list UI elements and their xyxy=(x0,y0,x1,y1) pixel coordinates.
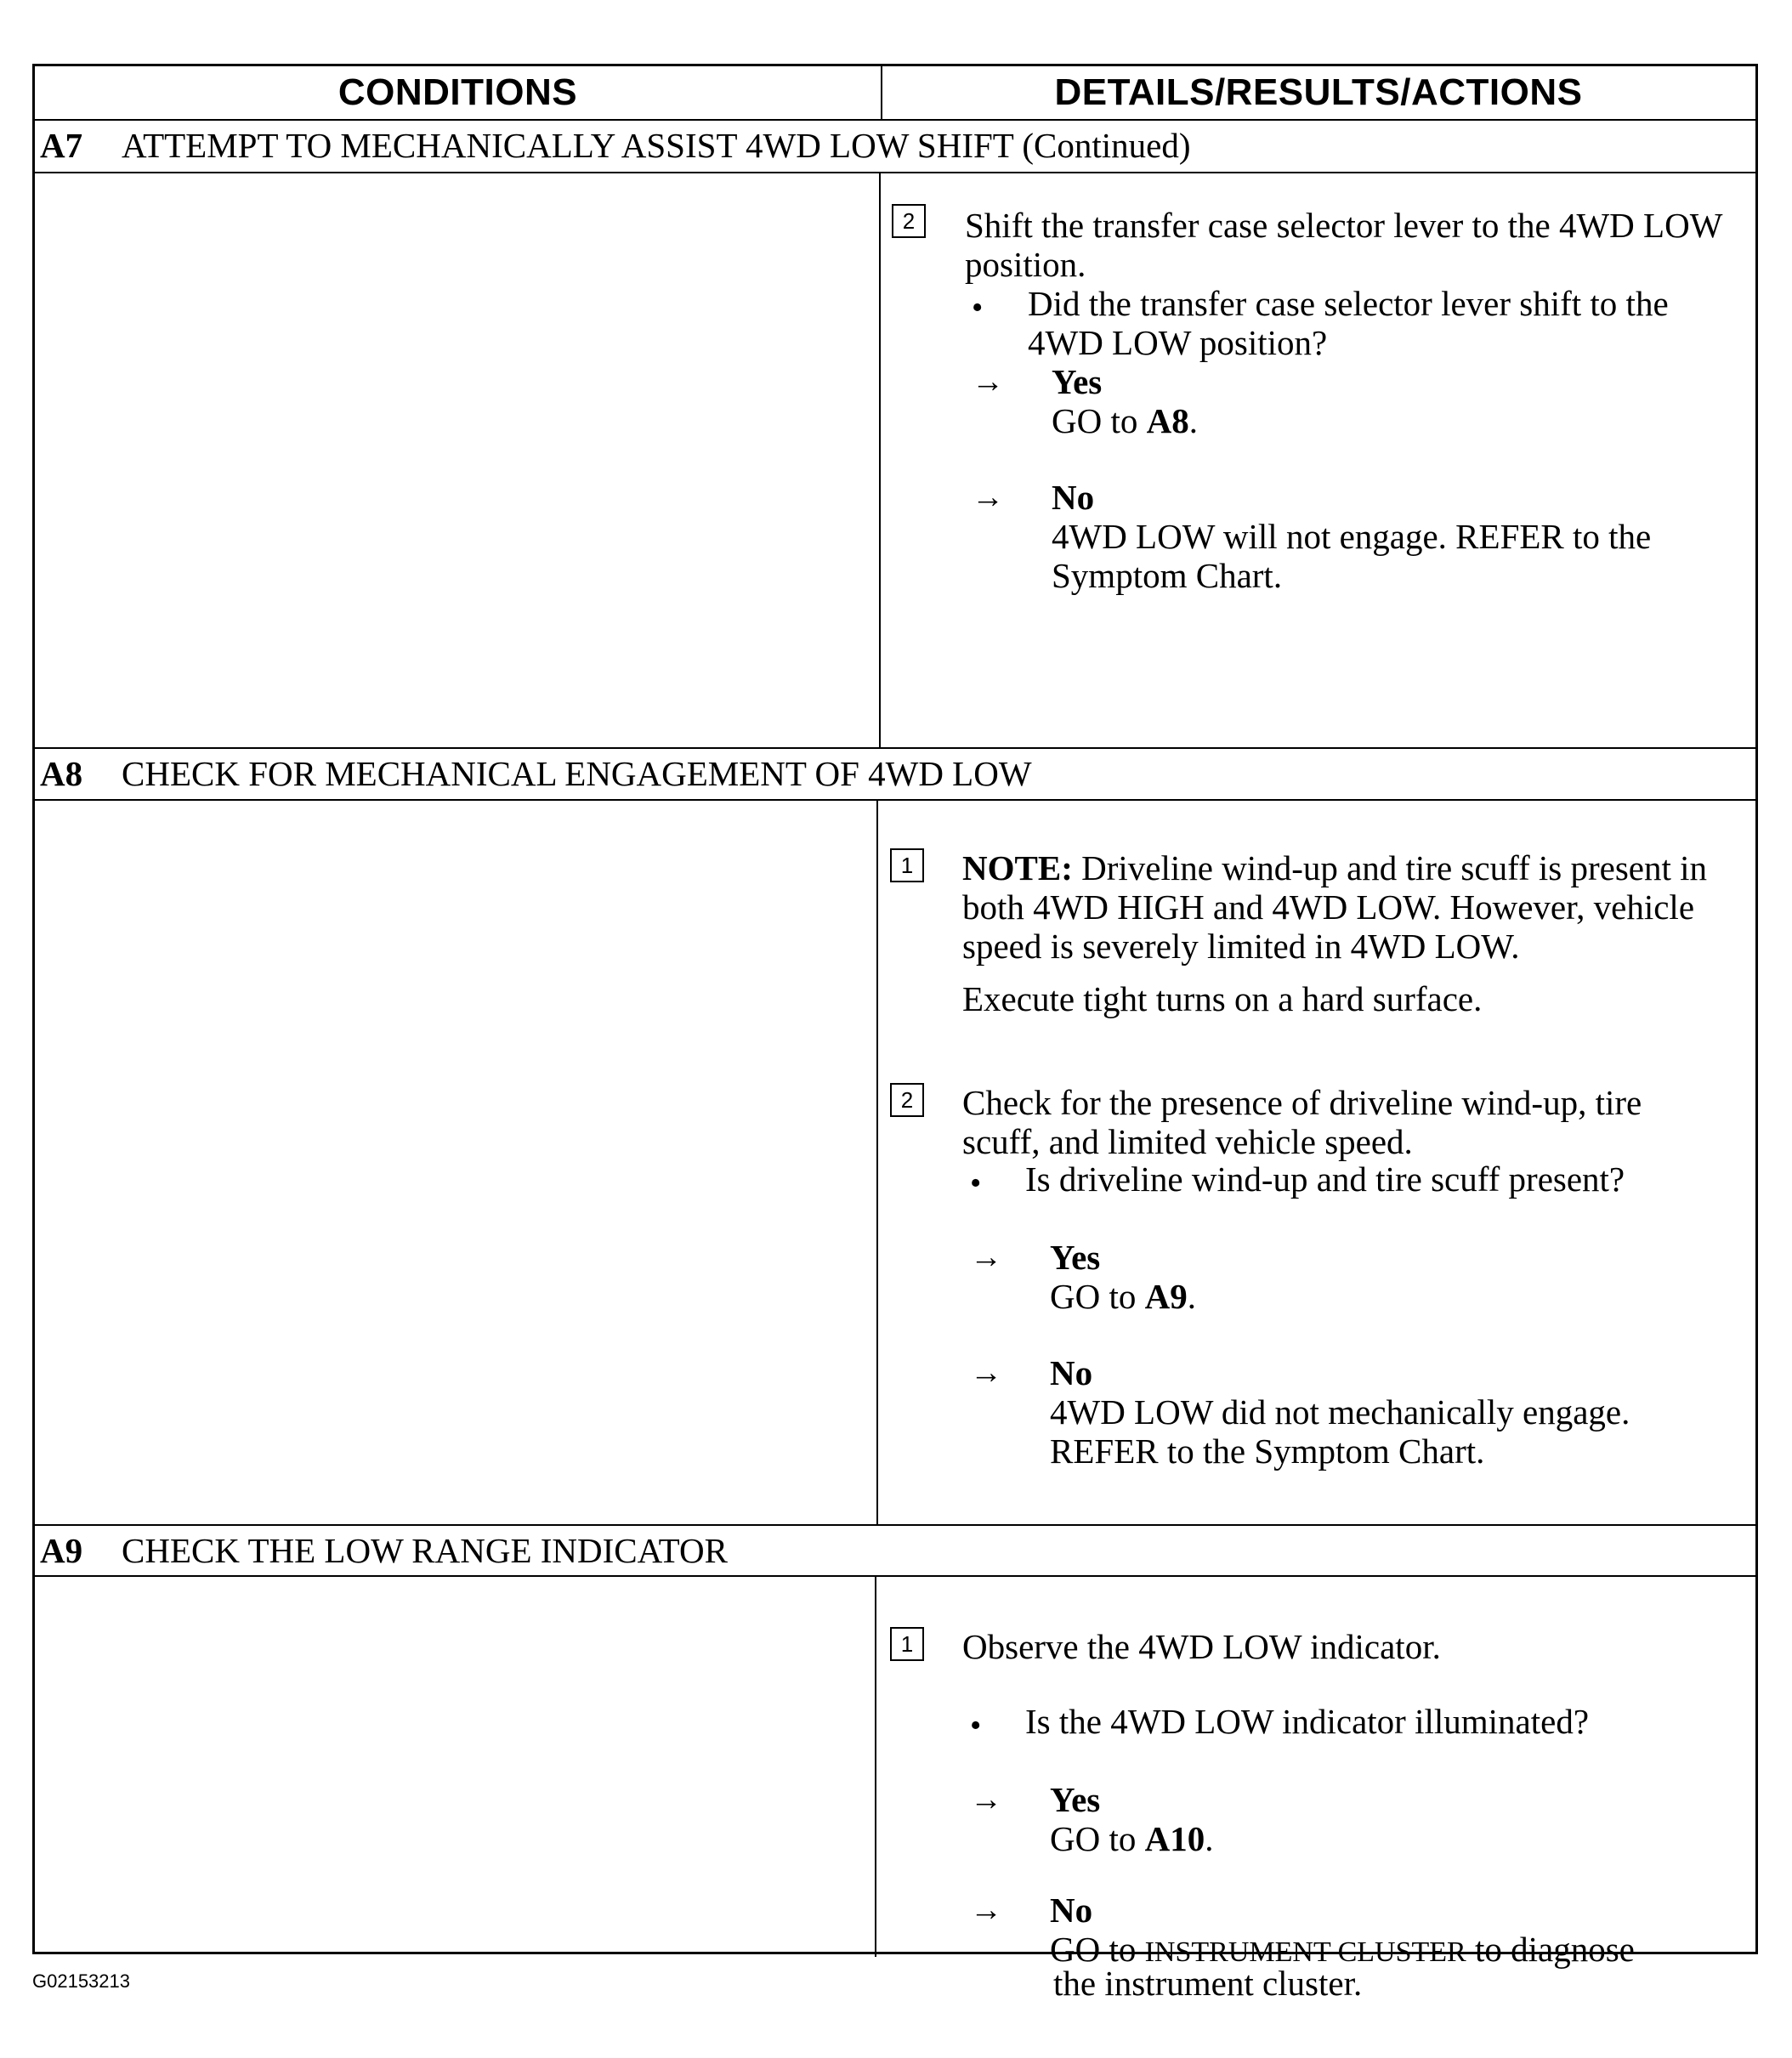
step-number-box: 1 xyxy=(890,848,924,882)
section-title-a7 xyxy=(40,120,1190,171)
step-number-box: 2 xyxy=(892,204,926,238)
instrument-cluster-link[interactable]: INSTRUMENT CLUSTER xyxy=(1144,1936,1466,1968)
step-number-box: 1 xyxy=(890,1627,924,1661)
arrow-icon: → xyxy=(970,1782,1002,1817)
divider xyxy=(876,799,878,1524)
arrow-icon: → xyxy=(972,479,1004,515)
yes-target: A10 xyxy=(1144,1819,1205,1858)
section-title-text: CHECK FOR MECHANICAL ENGAGEMENT OF 4WD LOW xyxy=(122,754,1032,793)
yes-suffix: . xyxy=(1205,1819,1214,1858)
yes-prefix: GO to xyxy=(1050,1819,1145,1858)
yes-suffix: . xyxy=(1187,1277,1196,1316)
question-text: Is driveline wind-up and tire scuff present? xyxy=(1025,1159,1625,1199)
step-action: Execute tight turns on a hard surface. xyxy=(962,979,1483,1018)
no-prefix: GO to xyxy=(1050,1930,1145,1969)
divider xyxy=(875,1575,876,1957)
divider xyxy=(35,799,1755,801)
yes-action xyxy=(1050,1277,1196,1316)
bullet-icon: • xyxy=(970,1165,982,1201)
no-label: No xyxy=(1052,478,1095,517)
no-action: 4WD LOW will not engage. REFER to the Symptom Chart. xyxy=(1052,517,1652,595)
bullet-icon: • xyxy=(972,290,984,326)
yes-prefix: GO to xyxy=(1052,401,1147,440)
yes-action xyxy=(1050,1819,1213,1858)
bullet-icon: • xyxy=(970,1708,982,1743)
no-label: No xyxy=(1050,1353,1093,1392)
section-code: A7 xyxy=(40,126,83,165)
question-text: Is the 4WD LOW indicator illuminated? xyxy=(1025,1702,1590,1741)
divider xyxy=(35,172,1755,173)
divider xyxy=(881,66,882,119)
section-code: A8 xyxy=(40,754,83,793)
yes-suffix: . xyxy=(1188,401,1198,440)
yes-action xyxy=(1052,401,1198,440)
yes-target: A8 xyxy=(1146,401,1189,440)
yes-label: Yes xyxy=(1050,1238,1101,1277)
note-text xyxy=(962,848,1749,966)
no-suffix: to diagnose xyxy=(1466,1930,1635,1969)
divider xyxy=(35,1575,1755,1577)
yes-label: Yes xyxy=(1050,1780,1101,1819)
step-text: Observe the 4WD LOW indicator. xyxy=(962,1627,1441,1666)
step-text: Shift the transfer case selector lever to the 4WD LOW position. xyxy=(965,206,1722,284)
figure-id: G02153213 xyxy=(32,1970,130,1992)
arrow-icon: → xyxy=(970,1355,1002,1391)
note-label: NOTE: xyxy=(962,848,1073,887)
section-title-a8 xyxy=(40,748,1032,799)
section-code: A9 xyxy=(40,1531,83,1570)
yes-prefix: GO to xyxy=(1050,1277,1145,1316)
step-number-box: 2 xyxy=(890,1083,924,1117)
yes-label: Yes xyxy=(1052,362,1103,401)
details-header: DETAILS/RESULTS/ACTIONS xyxy=(1054,71,1583,113)
arrow-icon: → xyxy=(970,1892,1002,1928)
arrow-icon: → xyxy=(972,364,1004,400)
step-text: Check for the presence of driveline wind-up, tire scuff, and limited vehicle speed. xyxy=(962,1083,1642,1161)
note-body: Driveline wind-up and tire scuff is present in both 4WD HIGH and 4WD LOW. However, vehicle speed is severely limited in 4WD LOW. xyxy=(962,848,1708,966)
arrow-icon: → xyxy=(970,1239,1002,1275)
section-title-text: ATTEMPT TO MECHANICALLY ASSIST 4WD LOW SHIFT (Continued) xyxy=(122,126,1191,165)
no-label: No xyxy=(1050,1891,1093,1930)
conditions-header: CONDITIONS xyxy=(337,71,578,113)
section-title-text: CHECK THE LOW RANGE INDICATOR xyxy=(122,1531,728,1570)
section-title-a9 xyxy=(40,1525,728,1576)
yes-target: A9 xyxy=(1144,1277,1188,1316)
divider xyxy=(879,172,881,747)
no-action-line2: the instrument cluster. xyxy=(1053,1964,1363,2003)
question-text: Did the transfer case selector lever shift to the 4WD LOW position? xyxy=(1028,284,1669,362)
no-action: 4WD LOW did not mechanically engage. REFER to the Symptom Chart. xyxy=(1050,1392,1630,1471)
